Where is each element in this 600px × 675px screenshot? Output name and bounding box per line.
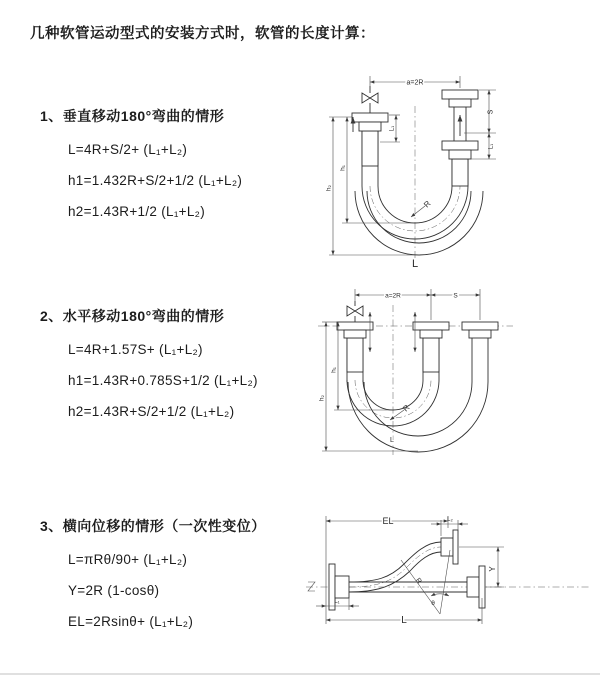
d1-label-l1-left: L₁: [389, 125, 396, 132]
d2-label-h1: h₁: [330, 367, 338, 373]
diagram-vertical-180-bend: [312, 68, 590, 270]
section-3: [40, 516, 320, 629]
d2-fittings: [337, 322, 498, 338]
d1-label-r: R: [422, 199, 433, 210]
section-3-heading: 3、横向位移的情形（一次性变位）: [40, 518, 266, 534]
d2-valve: [347, 301, 363, 322]
d1-braid-left: [362, 131, 378, 166]
d1-label-l1-right: L₁: [488, 143, 495, 150]
section-2-formula-h1: h1=1.43R+0.785S+1/2 (L₁+L₂): [68, 373, 258, 388]
d3-label-y: Y: [488, 566, 497, 572]
d2-braid-left: [347, 338, 363, 372]
d2-label-s: S: [453, 292, 458, 300]
d3-fittings: [329, 530, 485, 610]
d2-label-l: L: [390, 437, 394, 444]
d1-label-h2: h₂: [325, 184, 333, 192]
section-1-formula-l: L=4R+S/2+ (L₁+L₂): [68, 142, 188, 157]
d2-dimensions: [319, 289, 481, 451]
section-1-formula-h2: h2=1.43R+1/2 (L₁+L₂): [68, 204, 206, 219]
section-2: [40, 306, 320, 419]
diagram-3-svg: [298, 502, 600, 654]
d1-valve: [362, 86, 378, 113]
d1-label-h1: h₁: [339, 165, 347, 171]
section-3-formula-y: Y=2R (1-cosθ): [68, 583, 160, 598]
section-1: [40, 106, 320, 219]
d2-label-a2r: a=2R: [385, 292, 401, 300]
d1-label-a2r: a=2R: [406, 79, 424, 87]
d3-label-el: EL: [382, 516, 394, 526]
section-1-formula-h1: h1=1.432R+S/2+1/2 (L₁+L₂): [68, 173, 243, 188]
diagram-lateral-displacement: [298, 502, 600, 654]
d3-label-l2: L₂: [447, 517, 453, 523]
diagram-1-svg: [312, 68, 590, 270]
section-2-heading: 2、水平移动180°弯曲的情形: [40, 308, 225, 324]
d3-label-theta: θ: [431, 600, 435, 607]
section-3-formula-el: EL=2Rsinθ+ (L₁+L₂): [68, 614, 194, 629]
d3-label-r: R: [413, 576, 423, 586]
d1-braid-right: [452, 159, 468, 186]
d1-label-s: S: [487, 109, 495, 115]
d2-braid-middle: [423, 338, 439, 372]
page-title: 几种软管运动型式的安装方式时，软管的长度计算：: [30, 26, 375, 42]
section-2-formula-h2: h2=1.43R+S/2+1/2 (L₁+L₂): [68, 404, 235, 419]
diagram-horizontal-180-bend: [308, 280, 595, 477]
d3-label-l1: L₁: [334, 599, 340, 605]
diagram-2-svg: [308, 280, 595, 477]
d3-label-l: L: [401, 615, 407, 626]
d3-break-symbol: [308, 582, 315, 591]
d1-label-l: L: [411, 258, 419, 270]
section-1-heading: 1、垂直移动180°弯曲的情形: [40, 108, 225, 124]
section-3-formula-l: L=πRθ/90+ (L₁+L₂): [68, 552, 188, 567]
d2-hose: [347, 338, 488, 452]
d2-label-r: R: [401, 403, 412, 414]
d2-label-h2: h₂: [318, 394, 326, 402]
section-2-formula-l: L=4R+1.57S+ (L₁+L₂): [68, 342, 203, 357]
